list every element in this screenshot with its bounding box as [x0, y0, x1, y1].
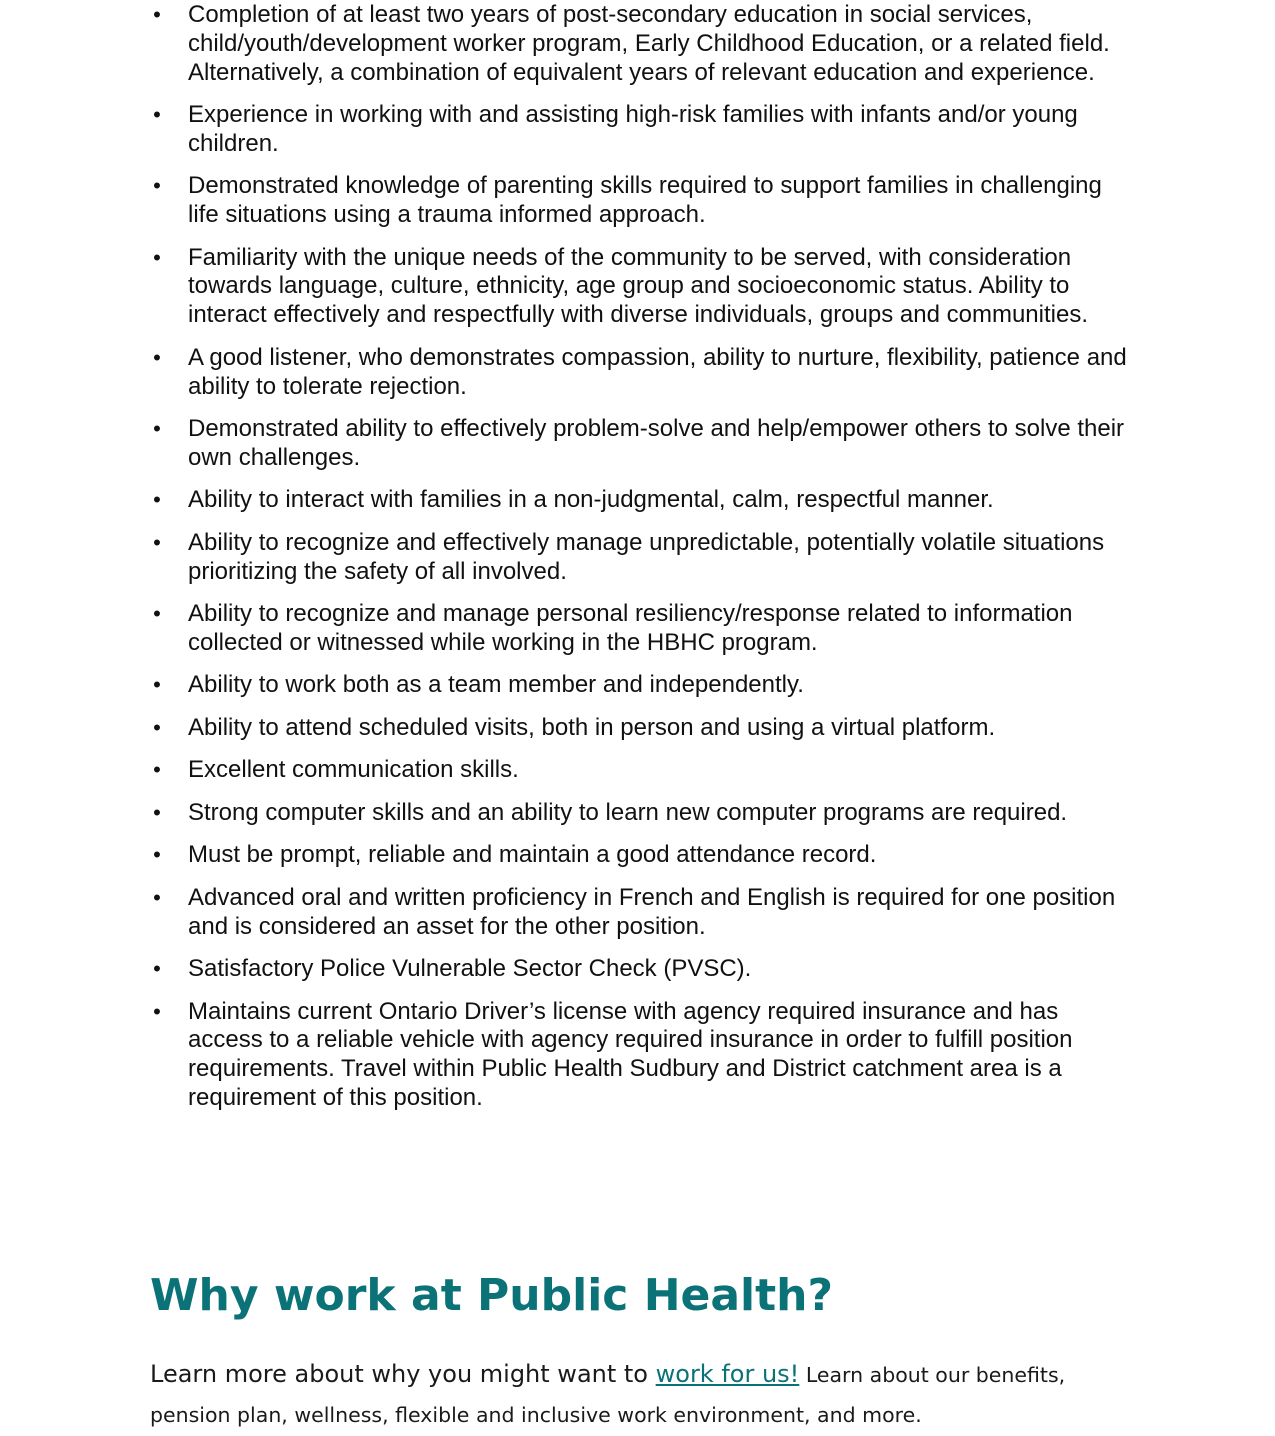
bullet-icon: •: [153, 416, 161, 441]
requirement-text: Maintains current Ontario Driver’s license with agency required insurance and has access to a reliable vehicle with agency required insurance in order to fulfill position requirements. Travel within Public Health Sudbury and District catchment area is a requirement of this position.: [188, 997, 1073, 1111]
requirement-text: Advanced oral and written proficiency in French and English is required for one position and is considered an asset for the other position.: [188, 883, 1116, 940]
requirement-text: Ability to interact with families in a non-judgmental, calm, respectful manner.: [188, 486, 994, 514]
requirement-item: [150, 172, 1130, 230]
requirement-text: Strong computer skills and an ability to learn new computer programs are required.: [188, 798, 1068, 826]
requirement-item: [150, 1, 1130, 87]
requirement-item: [150, 415, 1130, 473]
bullet-icon: •: [153, 842, 161, 868]
requirement-text: Ability to recognize and effectively manage unpredictable, potentially volatile situations prioritizing the safety of all involved.: [188, 528, 1105, 585]
bullet-icon: •: [153, 714, 161, 740]
requirement-text: Completion of at least two years of post-secondary education in social services, child/youth/development worker program, Early Childhood Education, or a related field. Alternatively, a combination of equivalent years of relevant education and experience.: [188, 1, 1110, 86]
requirement-item: [150, 101, 1130, 159]
requirement-item: [150, 756, 1130, 785]
requirement-item: [150, 344, 1130, 402]
requirement-item: [150, 955, 1130, 984]
requirement-item: [150, 998, 1130, 1113]
requirements-list: [150, 1, 1130, 1126]
requirement-text: Familiarity with the unique needs of the community to be served, with consideration towards language, culture, ethnicity, age group and socioeconomic status. Ability to interact effectively and respectfully with diverse individuals, groups and communities.: [188, 243, 1088, 329]
bullet-icon: •: [153, 884, 161, 910]
requirement-text: Satisfactory Police Vulnerable Sector Check (PVSC).: [188, 955, 752, 983]
requirement-item: [150, 884, 1130, 942]
why-work-rest-text: Learn about our benefits, pension plan, wellness, flexible and inclusive work environment, and more.: [150, 1363, 1066, 1427]
requirement-item: [150, 529, 1130, 587]
requirement-item: [150, 799, 1130, 828]
bullet-icon: •: [153, 487, 161, 513]
requirement-item: [150, 244, 1130, 330]
requirement-text: Must be prompt, reliable and maintain a good attendance record.: [188, 841, 877, 869]
bullet-icon: •: [153, 757, 161, 783]
requirement-text: Ability to attend scheduled visits, both in person and using a virtual platform.: [188, 713, 996, 741]
requirement-text: Ability to recognize and manage personal resiliency/response related to information collected or witnessed while working in the HBHC program.: [188, 600, 1073, 656]
why-work-paragraph: [150, 1354, 1130, 1435]
bullet-icon: •: [153, 529, 161, 555]
bullet-icon: •: [153, 601, 161, 627]
requirement-item: [150, 714, 1130, 743]
why-work-lead-text: Learn more about why you might want to: [150, 1360, 656, 1388]
bullet-icon: •: [153, 998, 161, 1024]
bullet-icon: •: [153, 799, 161, 825]
bullet-icon: •: [153, 173, 161, 199]
requirement-text: Ability to work both as a team member and independently.: [188, 671, 804, 699]
bullet-icon: •: [153, 344, 161, 370]
requirement-item: [150, 671, 1130, 700]
bullet-icon: •: [153, 956, 161, 982]
requirement-item: [150, 600, 1130, 658]
why-work-heading: Why work at Public Health?: [150, 1270, 834, 1321]
bullet-icon: •: [153, 102, 161, 128]
requirement-item: [150, 486, 1130, 515]
requirement-item: [150, 841, 1130, 870]
bullet-icon: •: [153, 2, 161, 27]
bullet-icon: •: [153, 244, 161, 270]
requirement-text: Excellent communication skills.: [188, 756, 519, 784]
work-for-us-link[interactable]: work for us!: [655, 1360, 800, 1388]
bullet-icon: •: [153, 672, 161, 698]
requirement-text: Demonstrated ability to effectively problem-solve and help/empower others to solve their own challenges.: [188, 415, 1125, 471]
requirement-text: A good listener, who demonstrates compassion, ability to nurture, flexibility, patience and ability to tolerate rejection.: [188, 343, 1127, 400]
requirement-text: Experience in working with and assisting high-risk families with infants and/or young children.: [188, 101, 1078, 157]
requirement-text: Demonstrated knowledge of parenting skills required to support families in challenging life situations using a trauma informed approach.: [188, 172, 1102, 229]
